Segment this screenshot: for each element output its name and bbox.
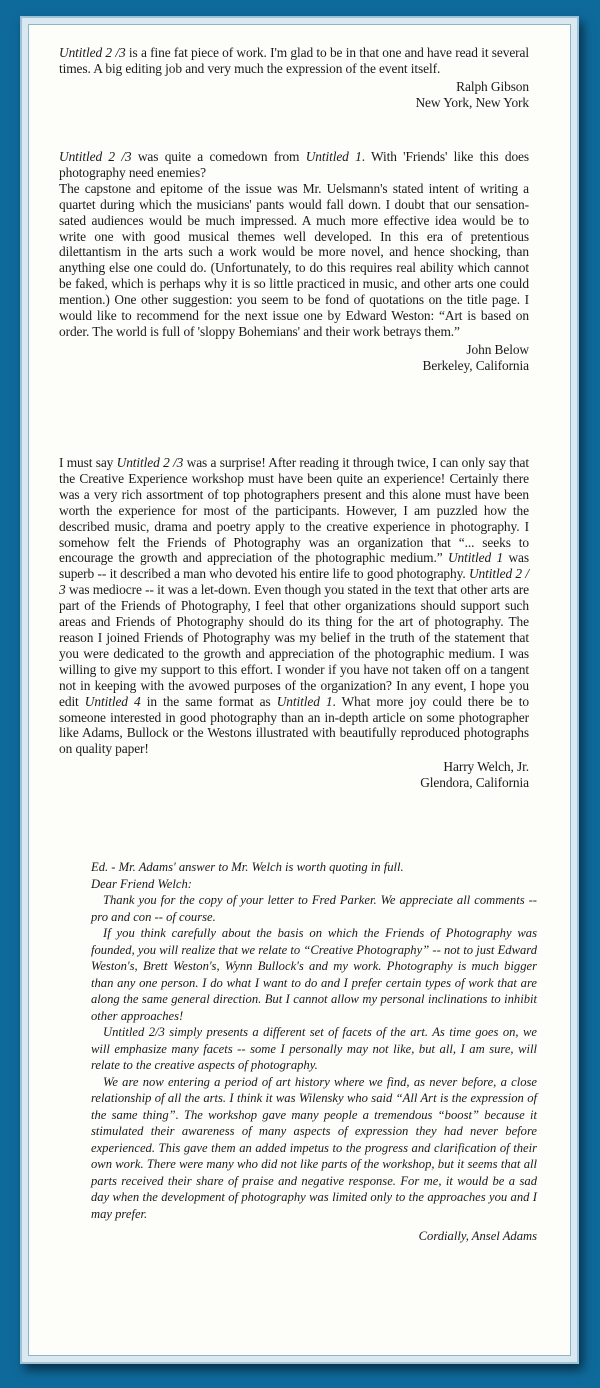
page-frame <box>20 16 579 1364</box>
publication-title: Untitled 4 <box>84 693 141 709</box>
letter-text: in the same format as <box>140 693 277 709</box>
letter-body <box>59 149 529 181</box>
reply-paragraph: Untitled 2/3 simply presents a different set of facets of the art. As time goes on, we will emphasize many facets -- some I personally may not like, but all, I am sure, will relate to the creative aspects of photography. <box>91 1025 537 1072</box>
signature-block <box>59 342 529 374</box>
letter-body <box>59 45 529 77</box>
letter-text: was a surprise! After reading it through twice, I can only say that the Creative Experience workshop must have been quite an experience! Certainly there was a very rich assortment of top photographers present and this alone must have been worth the experience for most of the participants. However, I am puzzled how the described music, drama and poetry apply to the creative experience in photography. I somehow felt the Friends of Photography was an organization that “... seeks to encourage the growth and appreciation of the photographic medium.” <box>59 455 529 566</box>
signature-block <box>59 79 529 111</box>
letter-text: was mediocre -- it was a let-down. Even though you stated in the text that other arts are part of the Friends of Photography, I feel that other organizations should support such areas and Friends of Photography should do its thing for the art of photography. The reason I joined Friends of Photography was my belief in the truth of the statement that you were dedicated to the growth and appreciation of the photographic medium. I was willing to give my support to this effort. I wonder if you have not taken off on a tangent not in keeping with the avowed purposes of the organization? In any event, I hope you edit <box>59 582 529 709</box>
letter-text: was quite a comedown from <box>131 149 306 164</box>
reply-paragraph: If you think carefully about the basis on which the Friends of Photography was founded, you will realize that we relate to “Creative Photography” -- not to just Edward Weston's, Brett Weston's, Wynn Bullock's and my work. Photography is much bigger than any one person. I do what I want to do and I prefer certain types of work that are along the same general direction. But I cannot allow my personal inclinations to inhibit other approaches! <box>91 926 537 1023</box>
signature-block <box>59 759 529 791</box>
reply-closing: Cordially, Ansel Adams <box>418 1229 537 1243</box>
letter-text: I must say <box>59 455 117 470</box>
publication-title: Untitled 2 /3 <box>116 455 184 470</box>
publication-title: Untitled 2 / 3 <box>59 566 529 598</box>
letter-text: was superb -- it described a man who devoted his entire life to good photography. <box>59 550 530 582</box>
reply-paragraph: Thank you for the copy of your letter to Fred Parker. We appreciate all comments -- pro and con -- of course. <box>91 893 537 924</box>
document-page <box>28 24 571 1356</box>
reply-salutation: Dear Friend Welch: <box>91 876 192 891</box>
reply-lead: Ed. - Mr. Adams' answer to Mr. Welch is worth quoting in full. <box>91 860 404 874</box>
signature-place: New York, New York <box>415 94 529 110</box>
letter-text: is a fine fat piece of work. I'm glad to be in that one and have read it several times. A big editing job and very much the expression of the event itself. <box>59 45 529 76</box>
publication-title: Untitled 1 <box>305 149 362 164</box>
publication-title: Untitled 1 <box>276 693 333 709</box>
editor-reply <box>91 859 537 1245</box>
signature-place: Berkeley, California <box>422 357 529 373</box>
signature-place: Glendora, California <box>420 775 529 791</box>
reply-paragraph: We are now entering a period of art history where we find, as never before, a close relationship of all the arts. I think it was Wilensky who said “All Art is the expression of the same thing”. The workshop gave many people a tremendous “boost” because it stimulated their awareness of many aspects of expression they had never before experienced. This gave them an added impetus to the progress and clarification of their own work. There were many who did not like parts of the workshop, but it seems that all parts received their share of praise and negative response. For me, it would be a sad day when the development of photography was limited only to the approaches you and I may prefer. <box>91 1074 537 1221</box>
letter-harry-welch <box>59 455 529 791</box>
signature-name: Harry Welch, Jr. <box>443 759 529 775</box>
letter-text: . What more joy could there be to someone interested in good photography than an in-depth article on some photographer like Adams, Bullock or the Westons illustrated with beautifully reproduced photographs on quality paper! <box>59 693 529 757</box>
signature-name: John Below <box>466 341 529 357</box>
letter-ralph-gibson <box>59 45 529 111</box>
publication-title: Untitled 1 <box>447 550 504 566</box>
signature-name: Ralph Gibson <box>456 78 529 94</box>
publication-title: Untitled 2 /3 <box>59 45 126 60</box>
letter-text: . With 'Friends' like this does photography need enemies? <box>59 149 529 180</box>
letter-body: The capstone and epitome of the issue was Mr. Uelsmann's stated intent of writing a quartet during which the musicians' pants would fall down. I doubt that our sensation-sated audiences would be much impressed. A much more effective idea would be to write one with good musical themes well developed. In this era of pretentious dilettantism in the arts such a work would be more novel, and hence shocking, than anything else one could do. (Unfortunately, to do this requires real ability which cannot be faked, which is perhaps why it is so little practiced in music, and other arts one could mention.) One other suggestion: you seem to be fond of quotations on the title page. I would like to recommend for the next issue one by Edward Weston: “Art is based on order. The world is full of 'sloppy Bohemians' and their work betrays them.” <box>59 180 529 339</box>
letter-john-below <box>59 149 529 374</box>
letter-body <box>59 455 529 757</box>
publication-title: Untitled 2 /3 <box>59 149 132 164</box>
